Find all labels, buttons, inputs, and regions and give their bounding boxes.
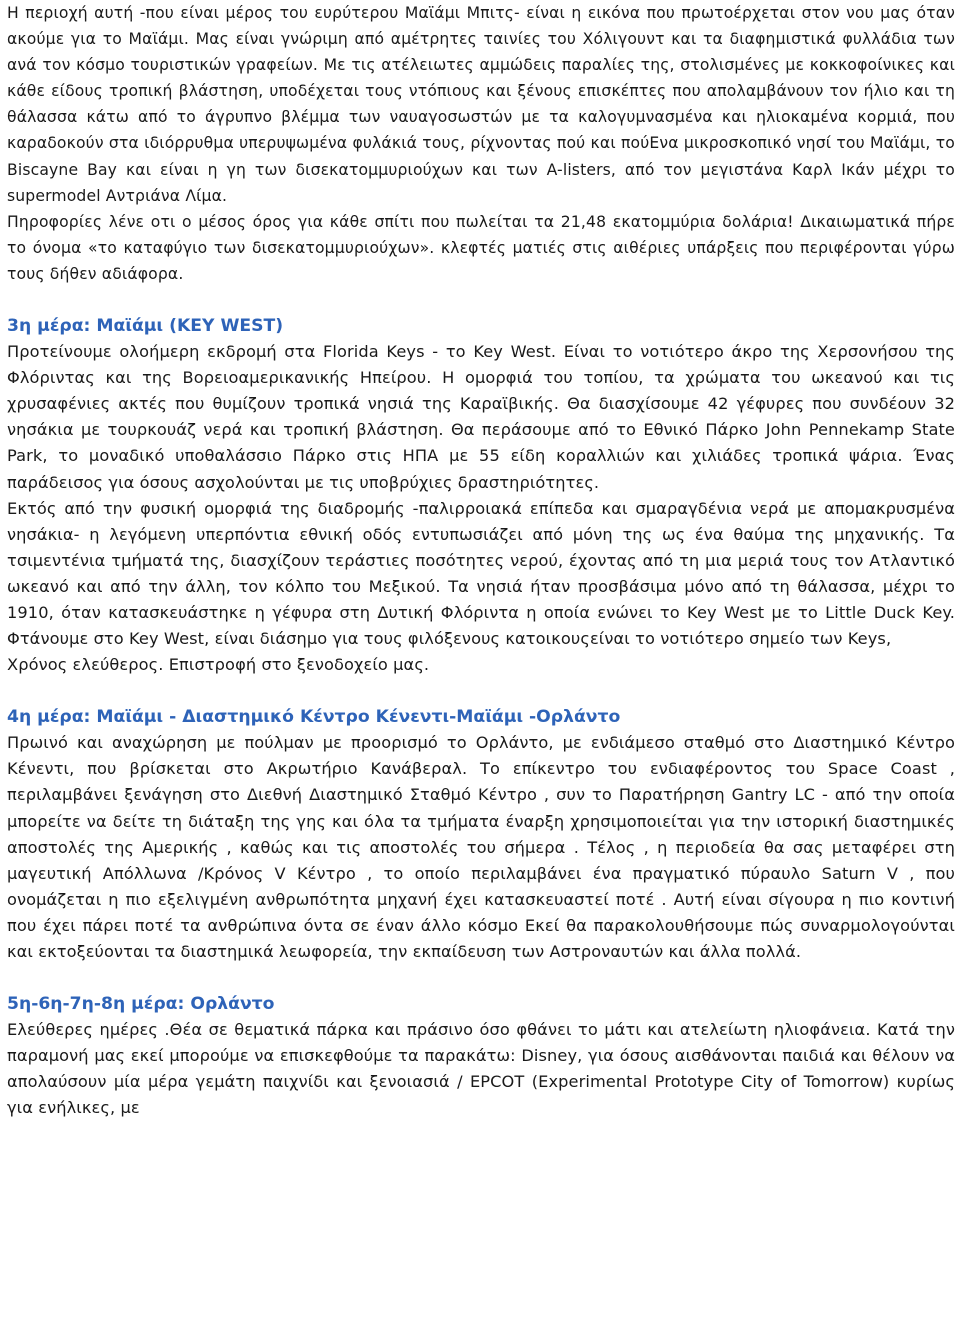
intro-paragraph-2: Πηροφορίες λένε οτι ο μέσος όρος για κάθε σπίτι που πωλείται τα 21,48 εκατομμύρια δολάρια! Δικαιωματικά πήρε το όνομα «το καταφύγιο των δισεκατομμυριούχων». κλεφτές ματιές στις αιθέριες υπάρξεις που περιφέρονται γύρω τους δήθεν αδιάφορα.	[7, 212, 955, 283]
day3-heading: 3η μέρα: Μαϊάμι (KEY WEST)	[7, 316, 284, 337]
day3-paragraph-1: Προτείνουμε ολοήμερη εκδρομή στα Florida Keys - το Key West. Είναι το νοτιότερο άκρο της Χερσονήσου της Φλόριντας και της Βορειοαμερικανικής Ηπείρου. Η ομορφιά του τοπίου, τα χρώματα του ωκεανού και τις χρυσαφένιες ακτές που θυμίζουν τροπικά νησιά της Καραϊβικής. Θα διασχίσουμε 42 γέφυρες που συνδέουν 32 νησάκια με τουρκουάζ νερά και τροπική βλάστηση. Θα περάσουμε από το Εθνικό Πάρκο John Pennekamp State Park, το μοναδικό υποθαλάσσιο Πάρκο στις ΗΠΑ με 55 είδη κοραλλιών και χιλιάδες τροπικά ψάρια. Ένας παράδεισος για όσους ασχολούνται με τις υποβρύχιες δραστηριότητες.	[7, 342, 955, 492]
day4-paragraph-1: Πρωινό και αναχώρηση με πούλμαν με προορισμό το Ορλάντο, με ενδιάμεσο σταθμό στο Διαστημικό Κέντρο Κένεντι, που βρίσκεται στο Ακρωτήριο Κανάβεραλ. Το επίκεντρο του ενδιαφέροντος του Space Coast , περιλαμβάνει ξενάγηση στο Διεθνή Διαστημικό Σταθμό Κέντρο , συν το Παρατήρηση Gantry LC - από την οποία μπορείτε να δείτε τη διάταξη της γης και όλα τα τμήματα έναρξη χρησιμοποιείται για την ιστορική διαστημικές αποστολές της Αμερικής , καθώς και τις αποστολές του σήμερα . Τέλος , η περιοδεία θα σας μεταφέρει στη μαγευτική Απόλλωνα /Κρόνος V Κέντρο , το οποίο περιλαμβάνει ένα πραγματικό πύραυλο Saturn V , που ονομάζεται η πιο εξελιγμένη ανθρωπότητα μηχανή έχει κατασκευαστεί ποτέ . Αυτή είναι σίγουρα η πιο κοντινή που έχει πάρει ποτέ τα ανθρώπινα όντα σε έναν άλλο κόσμο Εκεί θα παρακολουθήσουμε πώς συναρμολογούνται και εκτοξεύονται τα διαστημικά λεωφορεία, την εκπαίδευση των Αστροναυτών και άλλα πολλά.	[7, 733, 955, 961]
document-page	[7, 0, 955, 1121]
intro-paragraph-1: Η περιοχή αυτή -που είναι μέρος του ευρύτερου Μαϊάμι Μπιτς- είναι η εικόνα που πρωτοέρχεται στον νου μας όταν ακούμε για το Μαϊάμι. Μας είναι γνώριμη από αμέτρητες ταινίες του Χόλιγουντ και τα διαφημιστικά φυλλάδια των ανά τον κόσμο τουριστικών γραφείων. Με τις ατέλειωτες αμμώδεις παραλίες της, στολισμένες με κοκκοφοίνικες και κάθε είδους τροπική βλάστηση, υποδέχεται τους ντόπιους και ξένους επισκέπτες που απολαμβάνουν τον ήλιο και τη θάλασσα κάτω από το άγρυπνο βλέμμα των ναυαγοσωστών με τα καλογυμνασμένα και ηλιοκαμένα κορμιά, που καραδοκούν στα ιδιόρρυθμα υπερυψωμένα φυλάκιά τους, ρίχνοντας πού και πούΕνα μικροσκοπικό νησί του Μαϊάμι, το Biscayne Bay και είναι η γη των δισεκατομμυριούχων και των A-listers, από τον μεγιστάνα Καρλ Ικάν μέχρι το supermodel Αντριάνα Λίμα.	[7, 4, 955, 205]
day4-heading: 4η μέρα: Μαϊάμι - Διαστημικό Κέντρο Κένεντι-Μαϊάμι -Ορλάντο	[7, 707, 621, 728]
day3-paragraph-3: Χρόνος ελεύθερος. Επιστροφή στο ξενοδοχείο μας.	[7, 655, 430, 675]
spacer	[7, 965, 955, 991]
day5-heading: 5η-6η-7η-8η μέρα: Ορλάντο	[7, 994, 275, 1015]
day3-paragraph-2: Εκτός από την φυσική ομορφιά της διαδρομής -παλιρροιακά επίπεδα και σμαραγδένια νερά με απομακρυσμένα νησάκια- η λεγόμενη υπερπόντια εθνική οδός εντυπωσιάζει από μόνη της ως ένα θαύμα της μηχανικής. Τα τσιμεντένια τμήματά της, διασχίζουν τεράστιες ποσότητες νερού, έχοντας από τη μια μεριά τους τον Ατλαντικό ωκεανό και από την άλλη, τον κόλπο του Μεξικού. Τα νησιά ήταν προσβάσιμα μόνο από τη θάλασσα, μέχρι το 1910, όταν κατασκευάστηκε η γέφυρα στη Δυτική Φλόριντα η οποία ενώνει το Key West με το Little Duck Key. Φτάνουμε στο Key West, είναι διάσημο για τους φιλόξενους κατοικουςείναι το νοτιότερο σημείο των Keys,	[7, 498, 955, 649]
day5-paragraph-1: Ελεύθερες ημέρες .Θέα σε θεματικά πάρκα και πράσινο όσο φθάνει το μάτι και ατελείωτη ηλιοφάνεια. Κατά την παραμονή μας εκεί μπορούμε να επισκεφθούμε τα παρακάτω: Disney, για όσους αισθάνονται παιδιά και θέλουν να απολαύσουν μία μέρα γεμάτη παιχνίδι και ξενοιασιά / EPCOT (Experimental Prototype City of Tomorrow) κυρίως για ενήλικες, με	[7, 1020, 955, 1118]
spacer	[7, 678, 955, 704]
spacer	[7, 287, 955, 313]
